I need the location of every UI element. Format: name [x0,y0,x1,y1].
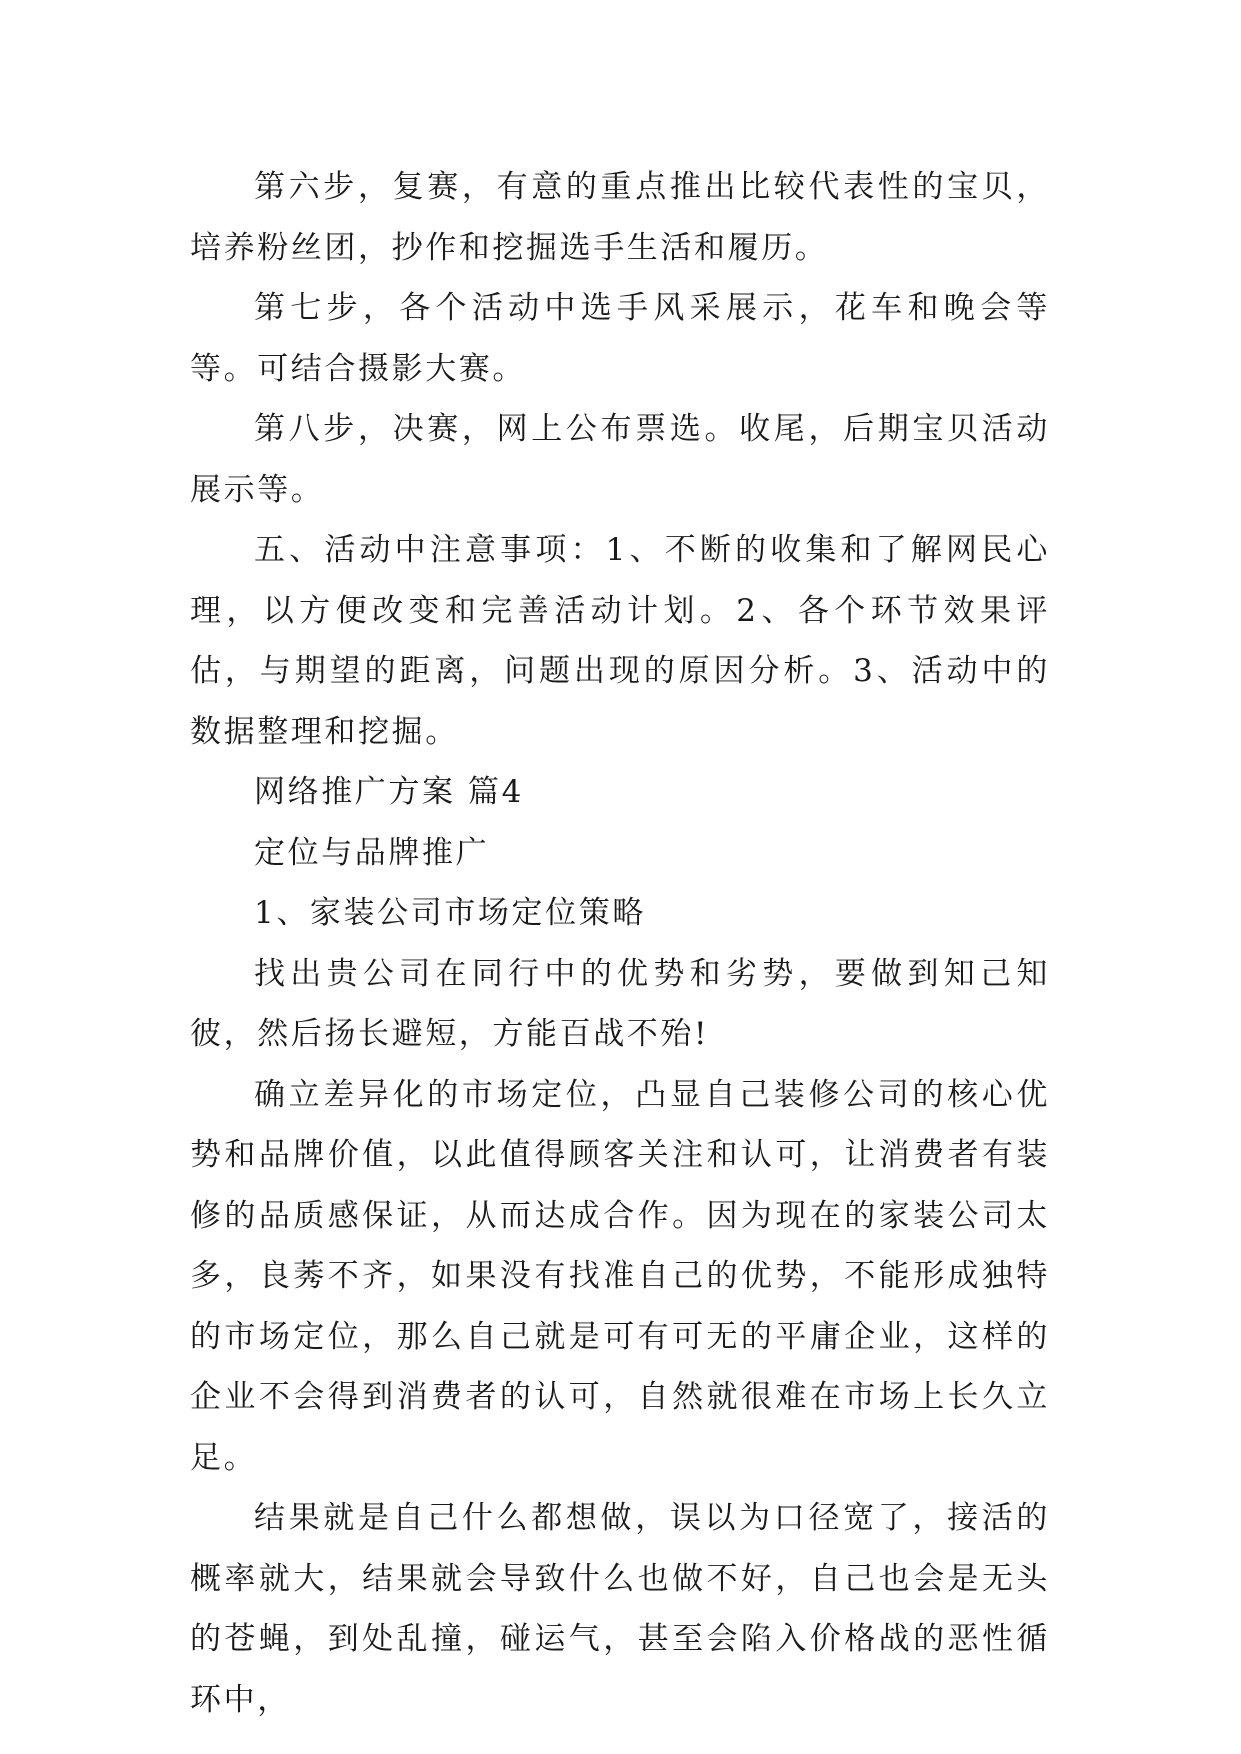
numbered-heading: 1、家装公司市场定位策略 [254,895,646,931]
paragraph-strengths: 找出贵公司在同行中的优势和劣势，要做到知己知彼，然后扬长避短，方能百战不殆! [190,955,1050,1052]
paragraph-step-eight: 第八步，决赛，网上公布票选。收尾，后期宝贝活动展示等。 [190,411,1050,508]
paragraph-positioning: 确立差异化的市场定位，凸显自己装修公司的核心优势和品牌价值，以此值得顾客关注和认可，让消费者有装修的品质感保证，从而达成合作。因为现在的家装公司太多，良莠不齐，如果没有找准自己的优势，不能形成独特的市场定位，那么自己就是可有可无的平庸企业，这样的企业不会得到消费者的认可，自然就很难在市场上长久立足。 [190,1076,1050,1476]
subsection-heading: 定位与品牌推广 [254,834,490,871]
paragraph-step-six: 第六步，复赛，有意的重点推出比较代表性的宝贝，培养粉丝团，抄作和挖掘选手生活和履历。 [190,169,1050,266]
paragraph-step-seven: 第七步，各个活动中选手风采展示，花车和晚会等等。可结合摄影大赛。 [190,290,1050,387]
paragraph-notes: 五、活动中注意事项：1、不断的收集和了解网民心理，以方便改变和完善活动计划。2、各个环节效果评估，与期望的距离，问题出现的原因分析。3、活动中的数据整理和挖掘。 [190,532,1050,750]
section-heading: 网络推广方案 篇4 [254,774,524,810]
paragraph-result: 结果就是自己什么都想做，误以为口径宽了，接活的概率就大，结果就会导致什么也做不好，自己也会是无头的苍蝇，到处乱撞，碰运气，甚至会陷入价格战的恶性循环中， [190,1500,1050,1718]
document-body [190,157,1050,1730]
